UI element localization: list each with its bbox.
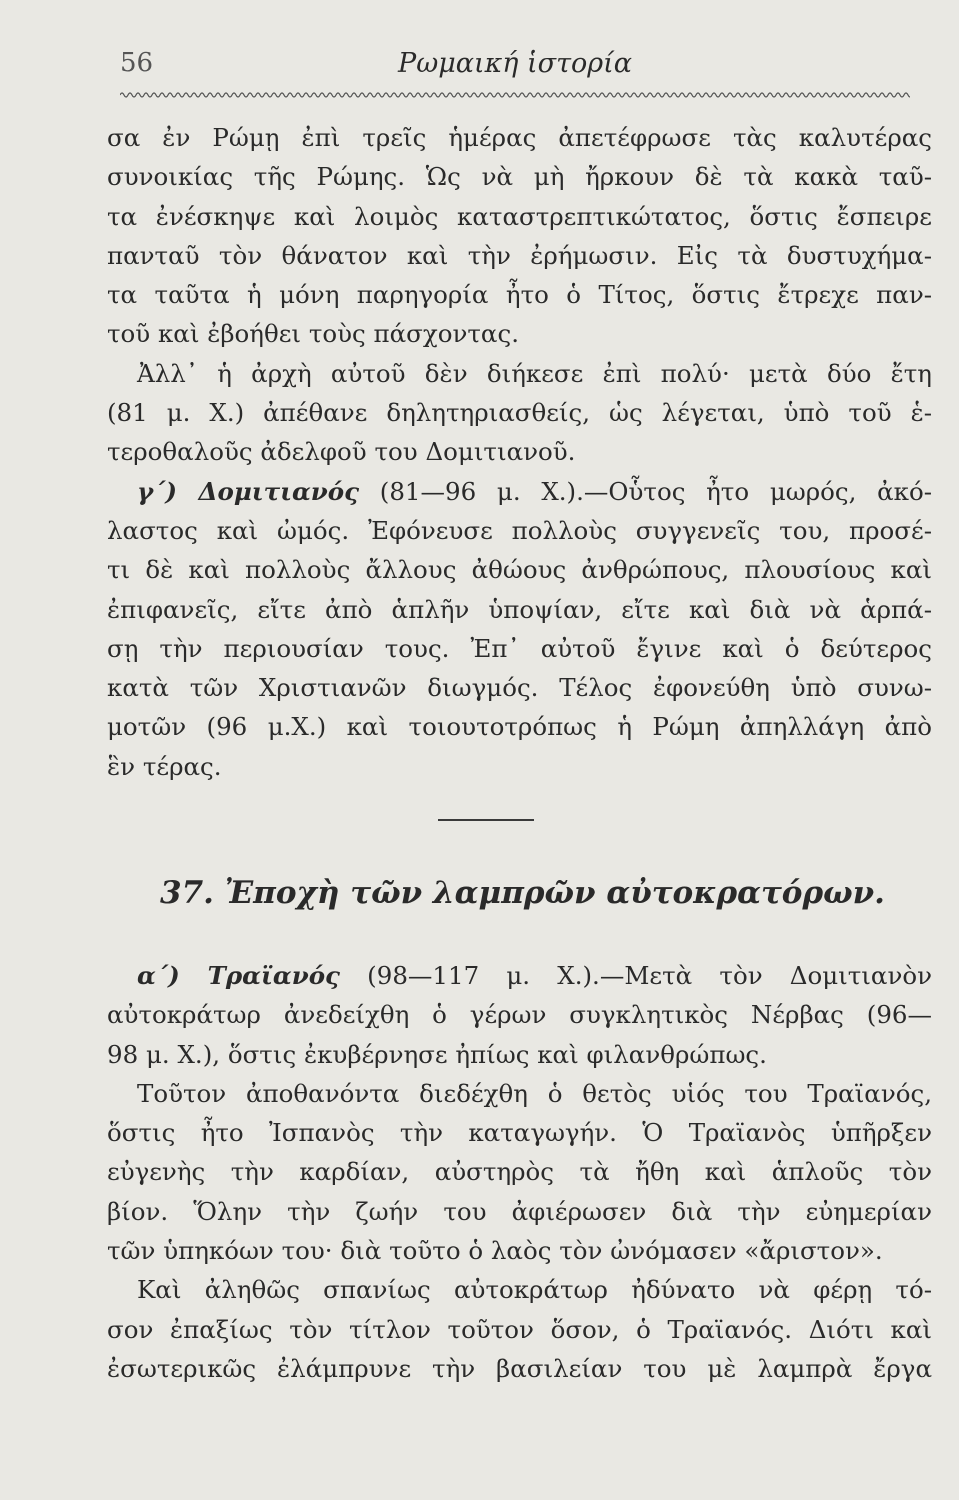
text-line: κατὰ τῶν Χριστιανῶν διωγμός. Τέλος ἐφονεύθη ὑπὸ συνω- <box>107 673 932 703</box>
domitian-label: γ΄) Δομιτιανός <box>137 476 360 506</box>
domitian-dates: (81—96 μ. Χ.).—Οὗτος ἦτο μωρός, ἀκό- <box>379 476 932 506</box>
text-line: σον ἐπαξίως τὸν τίτλον τοῦτον ὅσον, ὁ Τραϊανός. Διότι καὶ <box>107 1314 932 1344</box>
text-line: ἐπιφανεῖς, εἴτε ἀπὸ ἁπλῆν ὑποψίαν, εἴτε καὶ διὰ νὰ ἁρπά- <box>107 594 932 624</box>
text-line: τεροθαλοῦς ἀδελφοῦ του Δομιτιανοῦ. <box>107 437 576 467</box>
text-line: τα ἐνέσκηψε καὶ λοιμὸς καταστρεπτικώτατος, ὅστις ἔσπειρε <box>107 201 932 231</box>
text-line <box>107 956 932 995</box>
text-line <box>107 472 932 511</box>
text-line: μοτῶν (96 μ.Χ.) καὶ τοιουτοτρόπως ἡ Ρώμη ἀπηλλάγη ἀπὸ <box>107 712 932 742</box>
text-line: τα ταῦτα ἡ μόνη παρηγορία ἦτο ὁ Τίτος, ὅστις ἔτρεχε παν- <box>107 280 932 310</box>
body-text <box>107 118 932 786</box>
trajan-dates: (98—117 μ. Χ.).—Μετὰ τὸν Δομιτιανὸν <box>367 961 932 990</box>
text-line: ἓν τέρας. <box>107 751 222 781</box>
section-text <box>107 956 932 1388</box>
text-line: ὅστις ἦτο Ἰσπανὸς τὴν καταγωγήν. Ὁ Τραϊανὸς ὑπῆρξεν <box>107 1118 932 1148</box>
text-line: τοῦ καὶ ἐβοήθει τοὺς πάσχοντας. <box>107 319 519 349</box>
text-line: σῃ τὴν περιουσίαν τους. Ἐπ᾽ αὐτοῦ ἔγινε καὶ ὁ δεύτερος <box>107 633 932 663</box>
wavy-rule-ornament <box>120 90 910 100</box>
trajan-label: α΄) Τραϊανός <box>137 961 340 990</box>
section-separator <box>438 819 534 821</box>
text-line: λαστος καὶ ὠμός. Ἐφόνευσε πολλοὺς συγγενεῖς του, προσέ- <box>107 515 932 545</box>
text-line: Τοῦτον ἀποθανόντα διεδέχθη ὁ θετὸς υἱός του Τραϊανός, <box>137 1078 932 1108</box>
page-header <box>120 48 910 88</box>
text-line: αὐτοκράτωρ ἀνεδείχθη ὁ γέρων συγκλητικὸς Νέρβας (96— <box>107 1000 932 1030</box>
running-title: Ρωμαική ἱστορία <box>398 48 632 79</box>
text-line: Καὶ ἀληθῶς σπανίως αὐτοκράτωρ ἠδύνατο νὰ φέρῃ τό- <box>137 1275 932 1305</box>
text-line: τι δὲ καὶ πολλοὺς ἄλλους ἀθώους ἀνθρώπους, πλουσίους καὶ <box>107 555 932 585</box>
text-line: 98 μ. Χ.), ὅστις ἐκυβέρνησε ἠπίως καὶ φιλανθρώπως. <box>107 1039 767 1069</box>
text-line: τῶν ὑπηκόων του· διὰ τοῦτο ὁ λαὸς τὸν ὠνόμασεν «ἄριστον». <box>107 1236 883 1266</box>
text-line: Ἀλλ᾽ ἡ ἀρχὴ αὐτοῦ δὲν διήκεσε ἐπὶ πολύ· μετὰ δύο ἔτη <box>137 358 932 388</box>
text-line: σα ἐν Ρώμῃ ἐπὶ τρεῖς ἡμέρας ἀπετέφρωσε τὰς καλυτέρας <box>107 123 932 152</box>
text-line: συνοικίας τῆς Ρώμης. Ὡς νὰ μὴ ἤρκουν δὲ τὰ κακὰ ταῦ- <box>107 162 932 192</box>
text-line: βίον. Ὅλην τὴν ζωήν του ἀφιέρωσεν διὰ τὴν εὐημερίαν <box>107 1196 932 1226</box>
text-line: εὐγενὴς τὴν καρδίαν, αὐστηρὸς τὰ ἤθη καὶ ἁπλοῦς τὸν <box>107 1157 932 1187</box>
text-line: πανταῦ τὸν θάνατον καὶ τὴν ἐρήμωσιν. Εἰς τὰ δυστυχήμα- <box>107 240 932 270</box>
page-number: 56 <box>120 48 154 78</box>
section-heading: 37. Ἐποχὴ τῶν λαμπρῶν αὐτοκρατόρων. <box>160 875 885 911</box>
text-line: ἐσωτερικῶς ἐλάμπρυνε τὴν βασιλείαν του μὲ λαμπρὰ ἔργα <box>107 1353 932 1383</box>
text-line: (81 μ. Χ.) ἀπέθανε δηλητηριασθείς, ὡς λέγεται, ὑπὸ τοῦ ἑ- <box>107 398 932 428</box>
